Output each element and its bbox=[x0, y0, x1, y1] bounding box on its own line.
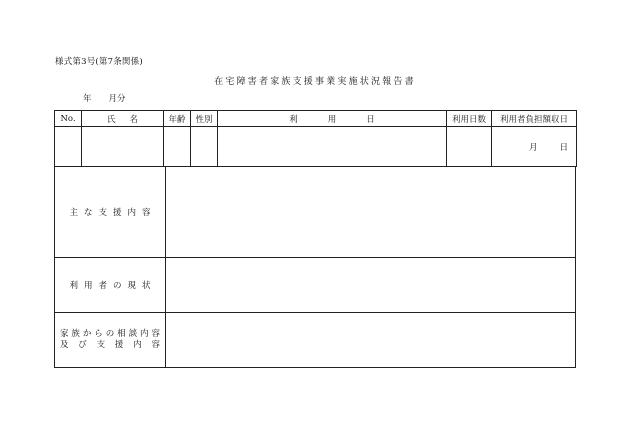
family-consultation-field[interactable] bbox=[166, 313, 576, 368]
year-label: 年 bbox=[83, 94, 92, 104]
record-table bbox=[54, 110, 577, 167]
col-header-usage-date: 利用日 bbox=[218, 111, 447, 127]
fee-day-label: 日 bbox=[559, 142, 568, 153]
col-header-fee-date: 利用者負担額収日 bbox=[492, 111, 577, 127]
cell-no[interactable] bbox=[55, 127, 82, 167]
col-header-age: 年齢 bbox=[164, 111, 191, 127]
family-consultation-label-line2: 及び支援内容 bbox=[60, 340, 160, 350]
section-label bbox=[55, 167, 166, 258]
section-label bbox=[55, 313, 166, 368]
form-number: 様式第3号(第7条関係) bbox=[55, 57, 143, 67]
section-family-consultation bbox=[55, 313, 576, 368]
notes-table bbox=[54, 166, 576, 368]
col-header-usage-days: 利用日数 bbox=[447, 111, 492, 127]
col-header-name: 氏名 bbox=[82, 111, 164, 127]
cell-usage-date[interactable] bbox=[218, 127, 447, 167]
cell-usage-days[interactable] bbox=[447, 127, 492, 167]
report-period bbox=[83, 92, 126, 104]
cell-gender[interactable] bbox=[191, 127, 218, 167]
section-user-status bbox=[55, 258, 576, 313]
user-status-field[interactable] bbox=[166, 258, 576, 313]
cell-fee-date[interactable] bbox=[492, 127, 577, 167]
family-consultation-label-line1: 家族からの相談内容 bbox=[60, 329, 160, 339]
col-header-no: No. bbox=[55, 111, 82, 127]
table-header-row bbox=[55, 111, 577, 127]
cell-name[interactable] bbox=[82, 127, 164, 167]
cell-age[interactable] bbox=[164, 127, 191, 167]
fee-month-label: 月 bbox=[528, 142, 538, 153]
main-support-field[interactable] bbox=[166, 167, 576, 258]
col-header-gender: 性別 bbox=[191, 111, 218, 127]
user-status-label: 利用者の現状 bbox=[69, 281, 157, 291]
document-title: 在宅障害者家族支援事業実施状況報告書 bbox=[214, 77, 416, 87]
family-consultation-label bbox=[60, 329, 160, 351]
section-label bbox=[55, 258, 166, 313]
section-main-support bbox=[55, 167, 576, 258]
table-row bbox=[55, 127, 577, 167]
main-support-label: 主な支援内容 bbox=[69, 208, 157, 218]
month-label: 月分 bbox=[108, 94, 126, 104]
